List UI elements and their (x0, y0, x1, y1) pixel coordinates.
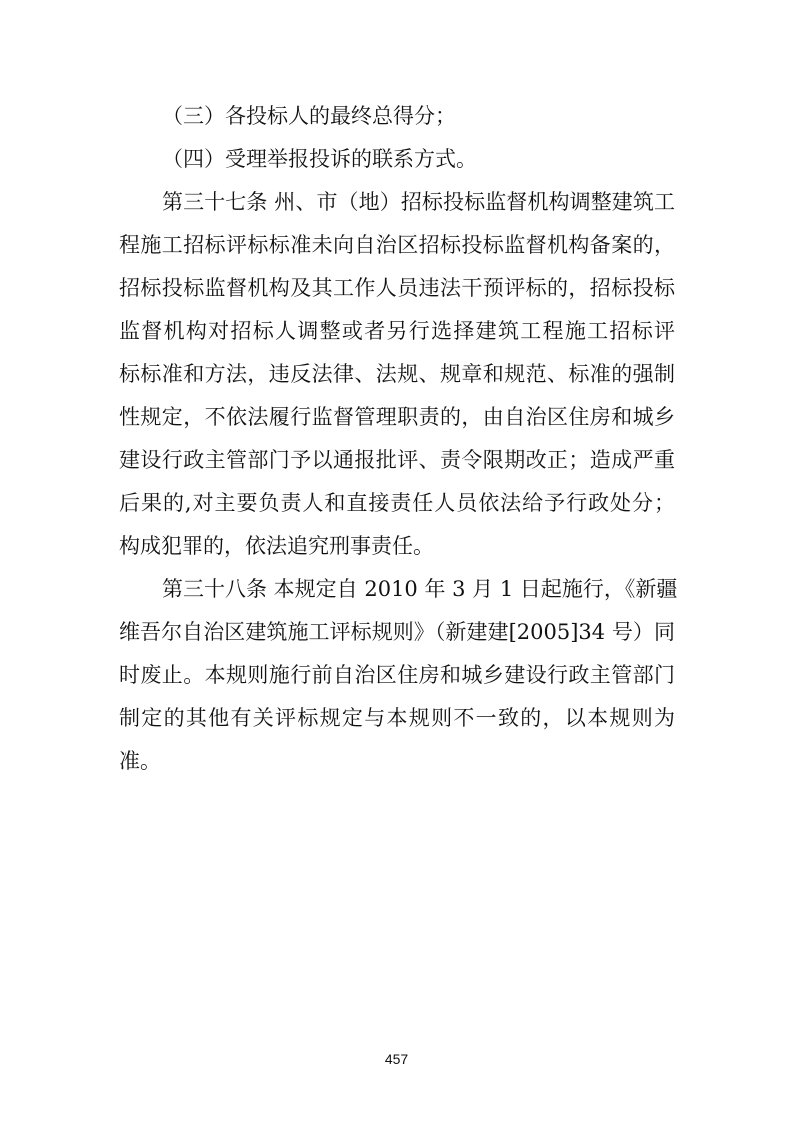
article-37-line-3: 招标投标监督机构及其工作人员违法干预评标的，招标投标 (119, 276, 675, 300)
article-37-line-4: 监督机构对招标人调整或者另行选择建筑工程施工招标评 (119, 319, 675, 343)
article-37-line-2: 程施工招标评标标准未向自治区招标投标监督机构备案的， (119, 233, 675, 257)
article-37-line-8: 后果的,对主要负责人和直接责任人员依法给予行政处分； (119, 491, 675, 515)
article-37-line-9: 构成犯罪的，依法追究刑事责任。 (119, 534, 434, 558)
article-38-line-4: 制定的其他有关评标规定与本规则不一致的，以本规则为 (119, 706, 675, 730)
article-37-line-5: 标标准和方法，违反法律、法规、规章和规范、标准的强制 (119, 362, 675, 386)
article-38-line-1: 第三十八条 本规定自 2010 年 3 月 1 日起施行，《新疆 (162, 577, 678, 601)
article-37-line-7: 建设行政主管部门予以通报批评、责令限期改正；造成严重 (119, 448, 675, 472)
clause-item-four: （四）受理举报投诉的联系方式。 (162, 147, 477, 171)
article-38-line-2: 维吾尔自治区建筑施工评标规则》（新建建[2005]34 号）同 (119, 620, 675, 644)
clause-item-three: （三）各投标人的最终总得分； (162, 104, 456, 128)
article-38-line-5: 准。 (119, 749, 161, 773)
article-38-line-3: 时废止。本规则施行前自治区住房和城乡建设行政主管部门 (119, 663, 675, 687)
page-number: 457 (384, 1051, 409, 1067)
article-37-line-6: 性规定，不依法履行监督管理职责的，由自治区住房和城乡 (119, 405, 675, 429)
article-37-line-1: 第三十七条 州、市（地）招标投标监督机构调整建筑工 (162, 190, 675, 214)
